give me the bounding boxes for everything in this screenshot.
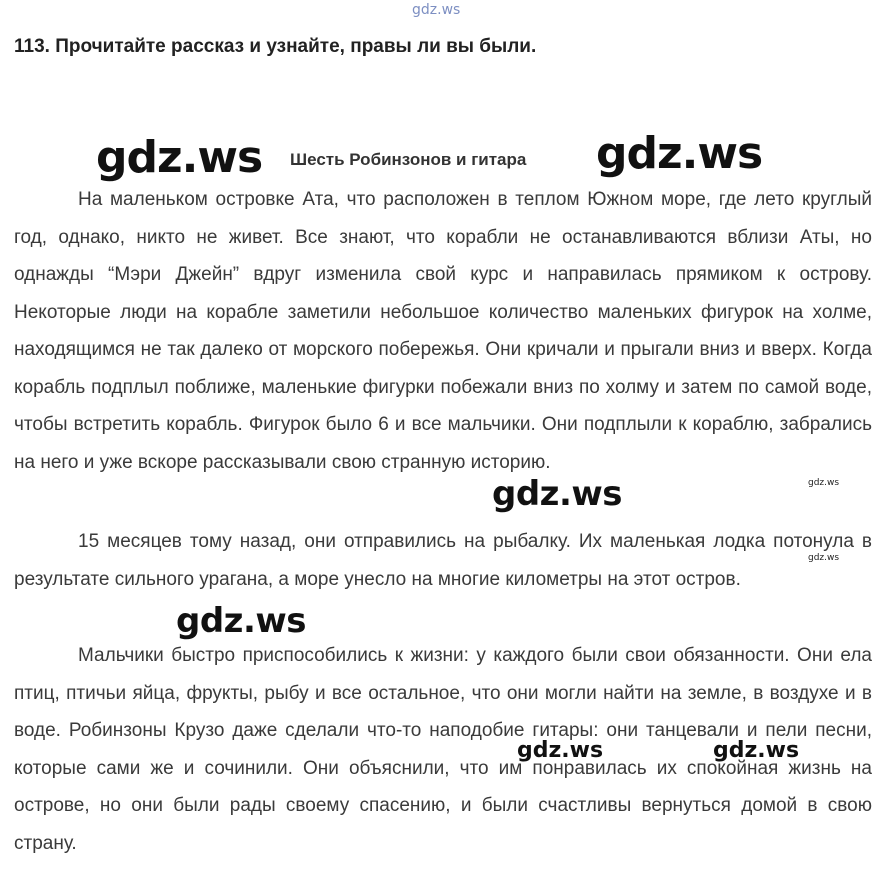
- watermark-paragraph-2: gdz.ws: [176, 601, 307, 641]
- story-paragraph-3: Мальчики быстро приспособились к жизни: у каждого были свои обязанности. Они ела птиц, птичьи яйца, фрукты, рыбу и все остальное, что они могли найти на земле, в воздухе и в воде. Робинзоны Крузо даже сделали что-то наподобие гитары: они танцевали и пели песни, которые сами же и сочинили. Они объяснили, что им понравилась их спокойная жизнь на острове, но они были рады своему спасению, и были счастливы вернуться домой в свою страну.: [14, 645, 872, 854]
- watermark-small-2: gdz.ws: [808, 553, 840, 563]
- watermark-title-left: gdz.ws: [96, 132, 263, 183]
- story-title: Шесть Робинзонов и гитара: [290, 150, 527, 169]
- watermark-paragraph-3-left: gdz.ws: [517, 738, 604, 763]
- story-paragraph-2: 15 месяцев тому назад, они отправились на рыбалку. Их маленькая лодка потонула в результате сильного урагана, а море унесло на многие километры на этот остров.: [14, 531, 872, 590]
- watermark-small-1: gdz.ws: [808, 478, 840, 488]
- watermark-paragraph-3-right: gdz.ws: [713, 738, 800, 763]
- task-title: 113. Прочитайте рассказ и узнайте, правы ли вы были.: [14, 36, 537, 57]
- watermark-top: gdz.ws: [412, 2, 461, 18]
- watermark-title-right: gdz.ws: [596, 128, 763, 179]
- watermark-paragraph-1: gdz.ws: [492, 474, 623, 514]
- story-paragraph-1: На маленьком островке Ата, что расположен в теплом Южном море, где лето круглый год, однако, никто не живет. Все знают, что корабли не останавливаются вблизи Аты, но однажды “Мэри Джейн” вдруг изменила свой курс и направилась прямиком к острову. Некоторые люди на корабле заметили небольшое количество маленьких фигурок на холме, находящимся не так далеко от морского побережья. Они кричали и прыгали вниз и вверх. Когда корабль подплыл поближе, маленькие фигурки побежали вниз по холму и затем по самой воде, чтобы встретить корабль. Фигурок было 6 и все мальчики. Они подплыли к кораблю, забрались на него и уже вскоре рассказывали свою странную историю.: [14, 189, 872, 473]
